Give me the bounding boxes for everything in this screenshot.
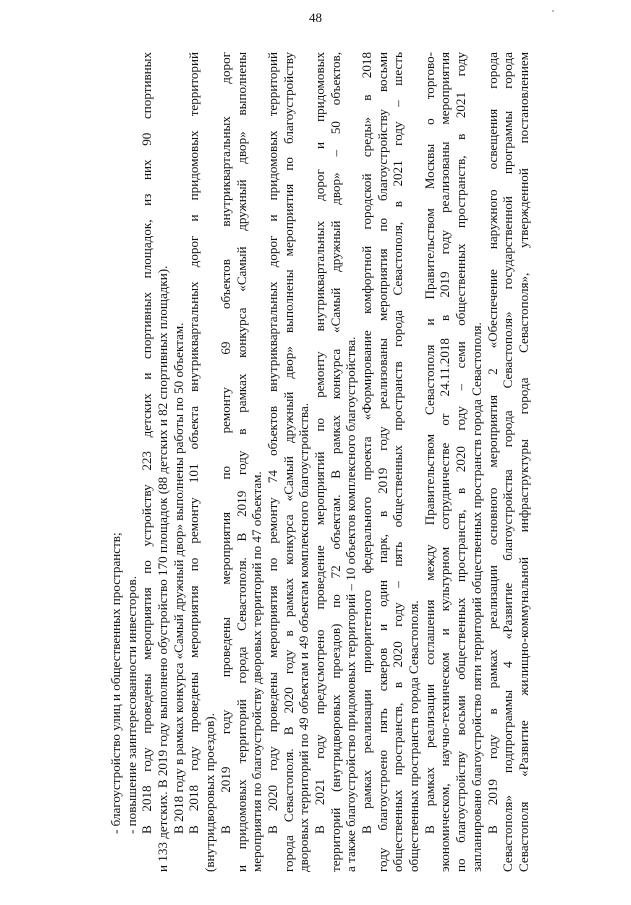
- text-line: запланировано благоустройство пяти территорий общественных пространств города Севастополя.: [468, 322, 484, 872]
- text-line: и придомовых территорий города Севастополя. В 2019 году в рамках конкурса «Самый дружный двор» выполнены: [233, 52, 249, 872]
- text-line: мероприятия по благоустройству дворовых территорий по 47 объектам.: [249, 471, 265, 872]
- text-line: В 2020 году проведены мероприятия по ремонту 74 объектов внутриквартальных дорог и придомовых территорий: [264, 52, 280, 834]
- text-line: территорий (внутридворовых проездов) по 72 объектам. В рамках конкурса «Самый дружный двор» – 50 объектов,: [327, 52, 343, 872]
- text-line: В 2021 году предусмотрено проведение мероприятий по ремонту внутриквартальных дорог и придомовых: [311, 52, 327, 834]
- text-line: В рамках реализации приоритетного федерального проекта «Формирование комфортной городской среды» в 2018: [359, 52, 374, 834]
- text-line: В 2019 году проведены мероприятия по ремонту 69 объектов внутриквартальных дорог: [217, 52, 233, 834]
- text-line: - благоустройство улиц и общественных пространств;: [108, 532, 123, 834]
- text-line: по благоустройству восьми общественных пространств, в 2020 году – семи общественных пространств, в 2021 году: [453, 52, 469, 872]
- text-line: общественных пространств, в 2020 году – пять общественных пространств города Севастополя, в 2021 году – шесть: [390, 52, 406, 872]
- text-line: В 2018 году в рамках конкурса «Самый дружный двор» выполнены работы по 50 объектам.: [170, 322, 186, 834]
- text-line: году благоустроено пять скверов и один парк, в 2019 году реализованы мероприятия по благоустройству восьми: [374, 52, 390, 872]
- rotated-text-block: [108, 52, 548, 872]
- text-line: В 2018 году проведены мероприятия по устройству 223 детских и спортивных площадок, из них 90 спортивных: [139, 52, 155, 834]
- page-number: 48: [309, 10, 322, 25]
- text-line: города Севастополя. В 2020 году в рамках конкурса «Самый дружный двор» выполнены мероприятия по благоустройству: [280, 52, 296, 872]
- text-line: Севастополя «Развитие жилищно-коммунальной инфраструктуры города Севастополя», утвержденной постановлением: [515, 52, 531, 872]
- text-line: В 2018 году проведены мероприятия по ремонту 101 объекта внутриквартальных дорог и придомовых территорий: [186, 52, 202, 834]
- text-line: (внутридворовых проездов).: [202, 713, 218, 872]
- text-line: и 133 детских. В 2019 году выполнено обустройство 170 площадок (88 детских и 82 спортивных площадки).: [155, 265, 171, 872]
- text-line: В рамках реализации соглашения между Правительством Севастополя и Правительством Москвы о торгово-: [421, 52, 437, 834]
- text-line: дворовых территорий по 49 объектам и 49 объектам комплексного благоустройства.: [296, 402, 312, 872]
- text-line: В 2019 году в рамках реализации основного мероприятия 2 «Обеспечение наружного освещения города: [484, 52, 500, 834]
- text-line: - повышение заинтересованности инвесторов.: [123, 576, 139, 834]
- text-line: Севастополя» подпрограммы 4 «Развитие благоустройства города Севастополя» государственной программы города: [500, 52, 516, 872]
- text-line: общественных пространств города Севастополя.: [406, 600, 422, 872]
- text-line: экономическом, научно-техническом и культурном сотрудничестве от 24.11.2018 в 2019 году реализованы мероприятия: [437, 52, 453, 872]
- text-line: а также благоустройство придомовых территорий – 10 объектов комплексного благоустройства.: [343, 336, 359, 872]
